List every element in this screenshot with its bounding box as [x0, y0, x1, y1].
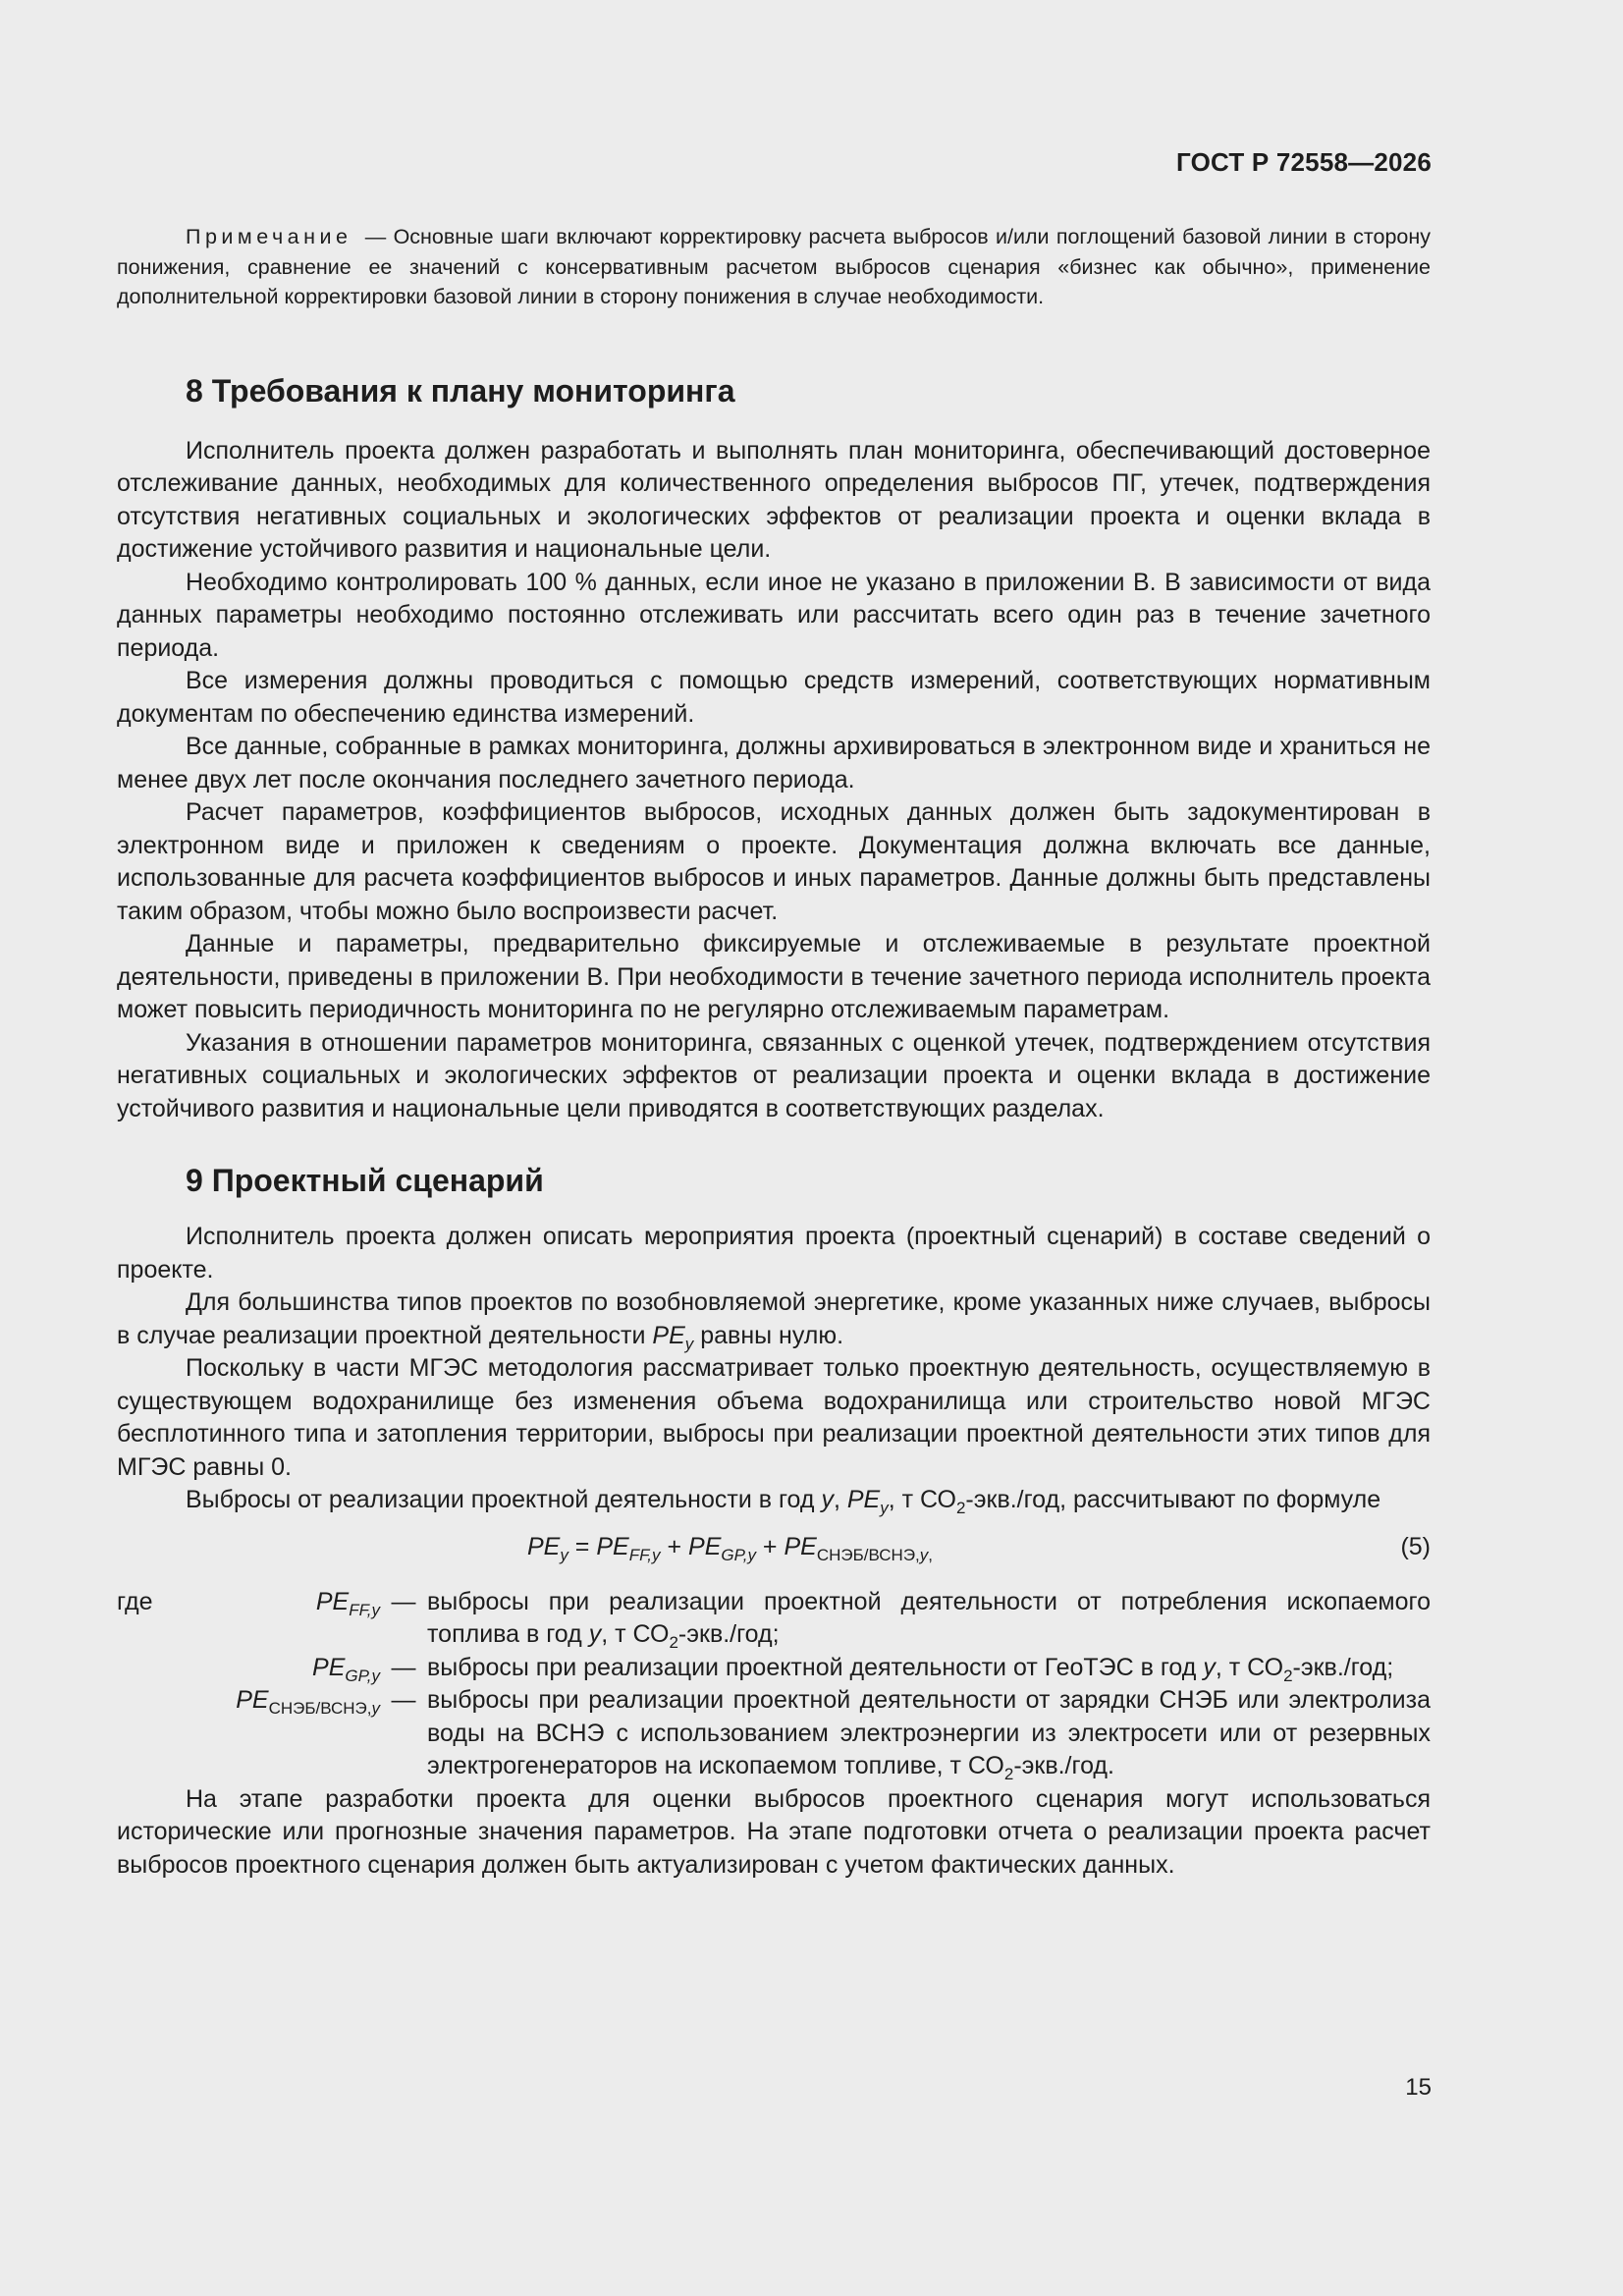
definition-symbol: $PE_{СНЭБ/ВСНЭ,y}$	[236, 1686, 380, 1718]
formula-expression: $PE_y = PE_{FF,y} + PE_{GP,y} + PE_{СНЭБ/ВСНЭ,y,}$	[527, 1532, 933, 1564]
formula-number: (5)	[1400, 1532, 1431, 1560]
where-label: где	[117, 1587, 153, 1615]
note-label: Примечание	[186, 225, 352, 248]
section-8	[117, 373, 1431, 1126]
section-8-paragraph: Данные и параметры, предварительно фиксируемые и отслеживаемые в результате проектной деятельности, приведены в приложении В. При необходимости в течение зачетного периода исполнитель проекта может повысить периодичность мониторинга по не регулярно отслеживаемым параметрам.	[117, 930, 1431, 1023]
note-dash: —	[357, 225, 394, 248]
definition-row: $PE_{GP,y}$ — выбросы при реализации проектной деятельности от ГеоТЭС в год y, т $СО_2-экв$./год;	[117, 1652, 1431, 1685]
section-9-paragraph: Для большинства типов проектов по возобновляемой энергетике, кроме указанных ниже случаев, выбросы в случае реализации проектной деятельности $PE_y$ равны нулю.	[117, 1288, 1431, 1353]
section-9	[117, 1163, 1431, 1882]
note-paragraph	[117, 222, 1431, 312]
section-9-title: 9 Проектный сценарий	[186, 1163, 544, 1198]
definition-row: $PE_{СНЭБ/ВСНЭ,y}$ — выбросы при реализации проектной деятельности от зарядки СНЭБ или электролиза воды на ВСНЭ с использованием электроэнергии из электросети или от резервных электрогенераторов на ископаемом топливе, т $СО_2-экв$./год.	[117, 1684, 1431, 1783]
symbol-pe-y: $PE_y$	[846, 1486, 889, 1517]
section-9-paragraph: Исполнитель проекта должен описать мероприятия проекта (проектный сценарий) в составе сведений о проекте.	[117, 1223, 1431, 1284]
formula-definitions	[117, 1586, 1431, 1783]
section-8-paragraph: Расчет параметров, коэффициентов выбросов, исходных данных должен быть задокументирован в электронном виде и приложен к сведениям о проекте. Документация должна включать все данные, использованные для расчета коэффициентов выбросов и иных параметров. Данные должны быть представлены таким образом, чтобы можно было воспроизвести расчет.	[117, 798, 1431, 925]
definition-row: где $PE_{FF,y}$ — выбросы при реализации проектной деятельности от потребления ископаемого топлива в год y, т $СО_2-экв$./год;	[117, 1587, 1431, 1652]
formula-5	[117, 1521, 1431, 1578]
page-content	[117, 222, 1431, 1882]
note-text: Основные шаги включают корректировку расчета выбросов и/или поглощений базовой линии в сторону понижения, сравнение ее значений с консервативным расчетом выбросов сценария «бизнес как обычно», применение дополнительной корректировки базовой линии в сторону понижения в случае необходимости.	[117, 225, 1432, 308]
definition-symbol: $PE_{GP,y}$	[312, 1653, 380, 1685]
definition-text: выбросы при реализации проектной деятельности от зарядки СНЭБ или электролиза воды на ВСНЭ с использованием электроэнергии из электросети или от резервных электрогенераторов на ископаемом топливе, т $СО_2-экв$./год.	[427, 1686, 1431, 1783]
section-9-paragraph: Выбросы от реализации проектной деятельности в год y, $PE_y$, т $СО_2-экв$./год, рассчитывают по формуле	[186, 1486, 1381, 1517]
section-8-paragraph: Необходимо контролировать 100 % данных, если иное не указано в приложении В. В зависимости от вида данных параметры необходимо постоянно отслеживать или рассчитать всего один раз в течение зачетного периода.	[117, 568, 1431, 662]
definition-text: выбросы при реализации проектной деятельности от ГеоТЭС в год y, т $СО_2-экв$./год;	[427, 1653, 1394, 1685]
section-8-title: 8 Требования к плану мониторинга	[186, 372, 735, 409]
section-8-paragraph: Все измерения должны проводиться с помощью средств измерений, соответствующих нормативным документам по обеспечению единства измерений.	[117, 667, 1431, 728]
standard-code-header: ГОСТ Р 72558—2026	[1176, 147, 1432, 177]
section-8-paragraph: Указания в отношении параметров мониторинга, связанных с оценкой утечек, подтверждением отсутствия негативных социальных и экологических эффектов от реализации проекта и оценки вклада в достижение устойчивого развития и национальные цели приводятся в соответствующих разделах.	[117, 1028, 1431, 1122]
symbol-pe-y: $PE_y$	[652, 1321, 694, 1353]
definition-text: выбросы при реализации проектной деятельности от потребления ископаемого топлива в год y, т $СО_2-экв$./год;	[427, 1587, 1431, 1652]
section-9-paragraph: На этапе разработки проекта для оценки выбросов проектного сценария могут использоваться исторические или прогнозные значения параметров. На этапе подготовки отчета о реализации проекта расчет выбросов проектного сценария должен быть актуализирован с учетом фактических данных.	[117, 1784, 1431, 1879]
section-8-paragraph: Все данные, собранные в рамках мониторинга, должны архивироваться в электронном виде и храниться не менее двух лет после окончания последнего зачетного периода.	[117, 733, 1431, 793]
definition-symbol: $PE_{FF,y}$	[315, 1587, 380, 1619]
section-9-paragraph: Поскольку в части МГЭС методология рассматривает только проектную деятельность, осуществляемую в существующем водохранилище без изменения объема водохранилища или строительство новой МГЭС бесплотинного типа и затопления территории, выбросы при реализации проектной деятельности этих типов для МГЭС равны 0.	[117, 1354, 1431, 1481]
section-8-paragraph: Исполнитель проекта должен разработать и выполнять план мониторинга, обеспечивающий достоверное отслеживание данных, необходимых для количественного определения выбросов ПГ, утечек, подтверждения отсутствия негативных социальных и экологических эффектов от реализации проекта и оценки вклада в достижение устойчивого развития и национальные цели.	[117, 436, 1431, 563]
page-number: 15	[1405, 2074, 1432, 2101]
